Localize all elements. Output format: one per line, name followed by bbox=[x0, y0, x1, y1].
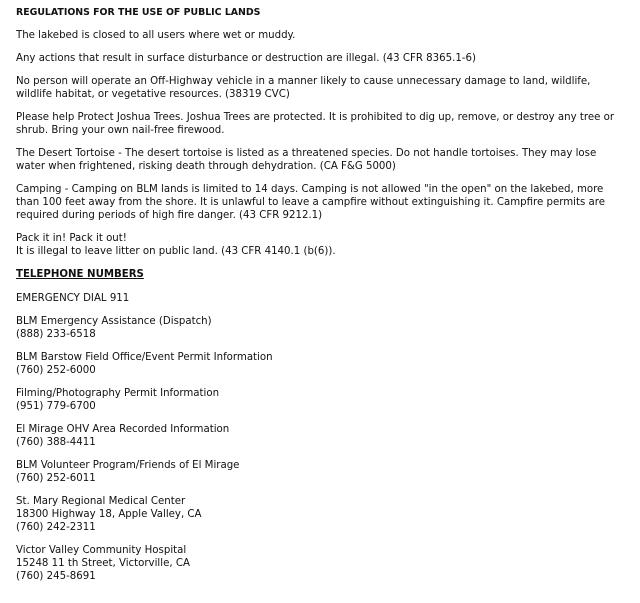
contact-phone: (760) 245-8691 bbox=[16, 571, 96, 582]
litter-line: It is illegal to leave litter on public land. (43 CFR 4140.1 (b(6)). bbox=[16, 246, 336, 257]
contact-name: El Mirage OHV Area Recorded Information bbox=[16, 424, 230, 435]
regulation-litter bbox=[16, 232, 626, 258]
contact-entry bbox=[16, 387, 626, 413]
contact-phone: (760) 242-2311 bbox=[16, 522, 96, 533]
regulation-lakebed: The lakebed is closed to all users where wet or muddy. bbox=[16, 30, 296, 41]
document-page bbox=[16, 7, 626, 593]
pack-it-line: Pack it in! Pack it out! bbox=[16, 233, 127, 244]
contact-name: BLM Volunteer Program/Friends of El Mirage bbox=[16, 460, 240, 471]
regulations-heading: REGULATIONS FOR THE USE OF PUBLIC LANDS bbox=[16, 7, 261, 18]
contact-phone: (888) 233-6518 bbox=[16, 329, 96, 340]
contact-phone: (760) 252-6011 bbox=[16, 473, 96, 484]
contact-name: BLM Barstow Field Office/Event Permit Information bbox=[16, 352, 273, 363]
contact-phone: (760) 252-6000 bbox=[16, 365, 96, 376]
contact-name: St. Mary Regional Medical Center bbox=[16, 496, 186, 507]
emergency-line: EMERGENCY DIAL 911 bbox=[16, 293, 130, 304]
contact-name: Victor Valley Community Hospital bbox=[16, 545, 187, 556]
contact-phone: (951) 779-6700 bbox=[16, 401, 96, 412]
regulation-joshua-trees: Please help Protect Joshua Trees. Joshua Trees are protected. It is prohibited to dig up, remove, or destroy any tree or shrub. Bring your own nail-free firewood. bbox=[16, 112, 615, 136]
regulation-desert-tortoise: The Desert Tortoise - The desert tortoise is listed as a threatened species. Do not handle tortoises. They may lose water when frightened, risking death through dehydration. (CA F&G 5000) bbox=[16, 148, 597, 172]
contact-name: Filming/Photography Permit Information bbox=[16, 388, 220, 399]
contact-address: 18300 Highway 18, Apple Valley, CA bbox=[16, 509, 202, 520]
regulation-ohv-operation: No person will operate an Off-Highway vehicle in a manner likely to cause unnecessary damage to land, wildlife, wildlife habitat, or vegetative resources. (38319 CVC) bbox=[16, 76, 591, 100]
contact-address: 15248 11 th Street, Victorville, CA bbox=[16, 558, 190, 569]
regulation-camping: Camping - Camping on BLM lands is limited to 14 days. Camping is not allowed "in the open" on the lakebed, more than 100 feet away from the shore. It is unlawful to leave a campfire without extinguishing it. Campfire permits are required during periods of high fire danger. (43 CFR 9212.1) bbox=[16, 184, 606, 221]
regulation-surface-disturbance: Any actions that result in surface disturbance or destruction are illegal. (43 CFR 8365.1-6) bbox=[16, 53, 476, 64]
contact-phone: (760) 388-4411 bbox=[16, 437, 96, 448]
contact-list bbox=[16, 315, 626, 583]
contact-entry bbox=[16, 544, 626, 583]
contact-entry bbox=[16, 315, 626, 341]
contact-entry bbox=[16, 351, 626, 377]
contact-entry bbox=[16, 423, 626, 449]
contact-entry bbox=[16, 495, 626, 534]
telephone-heading: TELEPHONE NUMBERS bbox=[16, 269, 144, 280]
contact-name: BLM Emergency Assistance (Dispatch) bbox=[16, 316, 212, 327]
contact-entry bbox=[16, 459, 626, 485]
